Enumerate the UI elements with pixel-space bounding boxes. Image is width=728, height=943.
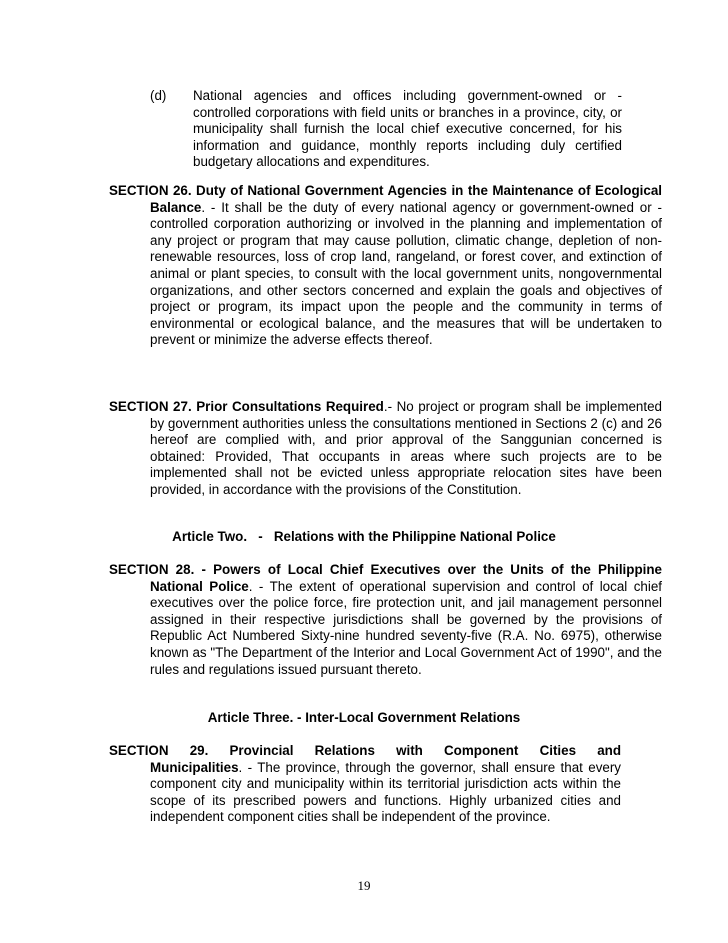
section-29-continuation (109, 760, 621, 826)
section-28-heading: SECTION 28. - Powers of Local Chief Executives over the Units of the Philippine National Police (109, 562, 662, 594)
section-28-body: . - The extent of operational supervision and control of local chief executives over the police force, fire protection unit, and jail management personnel assigned in their respective jurisdictions shall be governed by the provisions of Republic Act Numbered Sixty-nine hundred seventy-five (R.A. No. 6975), otherwise known as "The Department of the Interior and Local Government Act of 1990", and the rules and regulations issued pursuant thereto. (150, 578, 662, 677)
section-28 (109, 562, 662, 678)
section-29-body: . - The province, through the governor, shall ensure that every component city and municipality within its territorial jurisdiction acts within the scope of its prescribed powers and functions. Highly urbanized cities and independent component cities shall be independent of the province. (150, 759, 621, 825)
article-two-heading: Article Two. - Relations with the Philippine National Police (172, 529, 556, 544)
section-29-word: and (597, 743, 621, 758)
section-29-heading (109, 743, 621, 760)
section-26-body: . - It shall be the duty of every national agency or government-owned or -controlled corporation authorizing or involved in the planning and implementation of any project or program that may cause pollution, climatic change, depletion of non-renewable resources, loss of crop land, rangeland, or forest cover, and extinction of animal or plant species, to consult with the local government units, nongovernmental organizations, and other sectors concerned and explain the goals and objectives of project or program, its impact upon the people and the community in terms of environmental or ecological balance, and the measures that will be undertaken to prevent or minimize the adverse effects thereof. (150, 199, 662, 348)
subsection-label: (d) (150, 88, 167, 103)
section-27-heading: SECTION 27. Prior Consultations Required (109, 399, 384, 414)
section-29-word: Component (444, 743, 519, 758)
subsection-text: National agencies and offices including government-owned or -controlled corporations with field units or branches in a province, city, or municipality shall furnish the local chief executive concerned, for his information and guidance, monthly reports including duly certified budgetary allocations and expenditures. (193, 88, 622, 170)
section-26-heading: SECTION 26. Duty of National Government Agencies in the Maintenance of Ecological Balance (109, 183, 662, 215)
section-29-word: with (396, 743, 423, 758)
section-27-body: .- No project or program shall be implemented by government authorities unless the consultations mentioned in Sections 2 (c) and 26 hereof are complied with, and prior approval of the Sanggunian concerned is obtained: Provided, That occupants in areas where such projects are to be implemented shall not be evicted unless appropriate relocation sites have been provided, in accordance with the provisions of the Constitution. (150, 399, 662, 497)
page-number: 19 (357, 878, 371, 893)
section-29-word: 29. (189, 743, 209, 758)
section-26 (109, 183, 662, 349)
article-three-heading: Article Three. - Inter-Local Government Relations (207, 710, 521, 725)
section-29 (109, 743, 621, 826)
section-27 (109, 399, 662, 499)
section-29-word: Cities (539, 743, 577, 758)
section-29-heading-cont: Municipalities (150, 759, 239, 775)
section-29-word: Provincial (229, 743, 294, 758)
section-29-word: SECTION (109, 743, 169, 758)
section-29-word: Relations (314, 743, 375, 758)
